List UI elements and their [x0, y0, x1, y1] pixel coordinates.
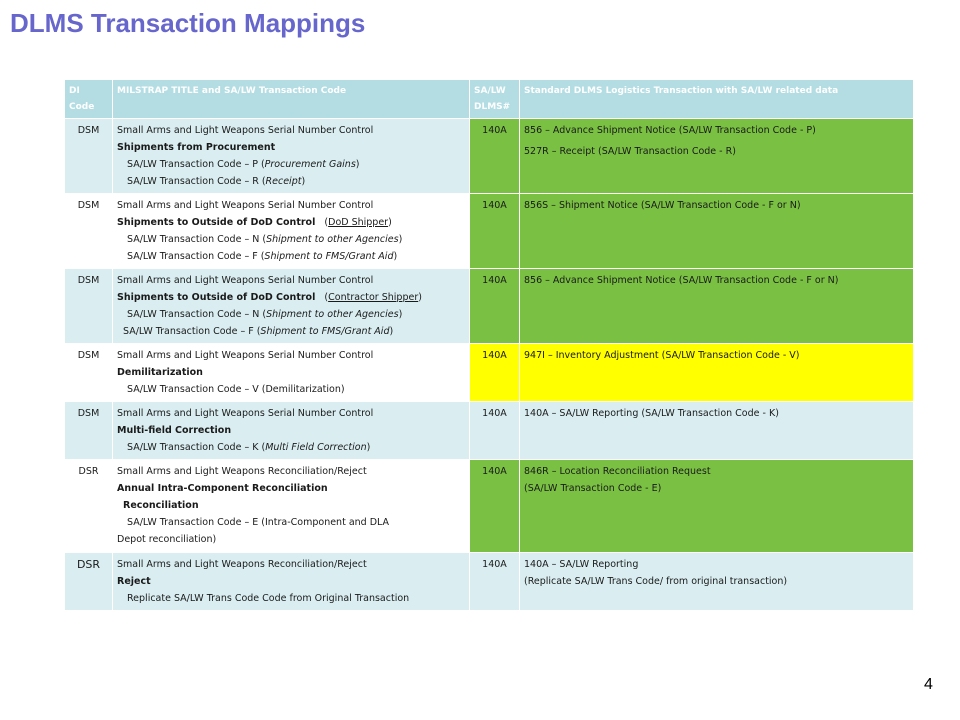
table-row — [65, 194, 914, 269]
di-code-cell: DSR — [65, 553, 113, 611]
table-row — [65, 119, 914, 194]
title-cell: Small Arms and Light Weapons Serial Number Control Demilitarization SA/LW Transaction Code – V (Demilitarization) — [113, 344, 470, 402]
standard-transaction-cell: 856 – Advance Shipment Notice (SA/LW Transaction Code - P) 527R – Receipt (SA/LW Transaction Code - R) — [520, 119, 914, 194]
dlms-number-cell: 140A — [470, 344, 520, 402]
dlms-number-cell: 140A — [470, 553, 520, 611]
header-di-code: DI Code — [65, 80, 113, 119]
di-code-cell: DSM — [65, 269, 113, 344]
di-code-cell: DSM — [65, 344, 113, 402]
header-standard-dlms: Standard DLMS Logistics Transaction with SA/LW related data — [520, 80, 914, 119]
table-row — [65, 402, 914, 460]
title-cell: Small Arms and Light Weapons Serial Number Control Shipments to Outside of DoD Control (DoD Shipper) SA/LW Transaction Code – N (Shipment to other Agencies) SA/LW Transaction Code – F (Shipment to FMS/Grant Aid) — [113, 194, 470, 269]
title-cell: Small Arms and Light Weapons Serial Number Control Shipments from Procurement SA/LW Transaction Code – P (Procurement Gains) SA/LW Transaction Code – R (Receipt) — [113, 119, 470, 194]
header-sa-lw-dlms: SA/LW DLMS# — [470, 80, 520, 119]
title-cell: Small Arms and Light Weapons Reconciliation/Reject Reject Replicate SA/LW Trans Code Code from Original Transaction — [113, 553, 470, 611]
page-number: 4 — [924, 676, 933, 693]
dlms-number-cell: 140A — [470, 460, 520, 553]
standard-transaction-cell: 856S – Shipment Notice (SA/LW Transaction Code - F or N) — [520, 194, 914, 269]
standard-transaction-cell: 846R – Location Reconciliation Request (SA/LW Transaction Code - E) — [520, 460, 914, 553]
table-header-row — [65, 80, 914, 119]
table-row — [65, 460, 914, 553]
table-row — [65, 344, 914, 402]
title-cell: Small Arms and Light Weapons Serial Number Control Shipments to Outside of DoD Control (Contractor Shipper) SA/LW Transaction Code – N (Shipment to other Agencies) SA/LW Transaction Code – F (Shipment to FMS/Grant Aid) — [113, 269, 470, 344]
table-row — [65, 553, 914, 611]
dlms-number-cell: 140A — [470, 119, 520, 194]
standard-transaction-cell: 140A – SA/LW Reporting (SA/LW Transaction Code - K) — [520, 402, 914, 460]
di-code-cell: DSM — [65, 194, 113, 269]
table-row — [65, 269, 914, 344]
standard-transaction-cell: 947I – Inventory Adjustment (SA/LW Transaction Code - V) — [520, 344, 914, 402]
dlms-number-cell: 140A — [470, 194, 520, 269]
di-code-cell: DSM — [65, 402, 113, 460]
header-milstrap-title: MILSTRAP TITLE and SA/LW Transaction Code — [113, 80, 470, 119]
di-code-cell: DSM — [65, 119, 113, 194]
title-cell: Small Arms and Light Weapons Reconciliation/Reject Annual Intra-Component Reconciliation Reconciliation SA/LW Transaction Code – E (Intra-Component and DLA Depot reconciliation) — [113, 460, 470, 553]
di-code-cell: DSR — [65, 460, 113, 553]
dlms-number-cell: 140A — [470, 269, 520, 344]
page-title: DLMS Transaction Mappings — [10, 8, 366, 38]
title-cell: Small Arms and Light Weapons Serial Number Control Multi-field Correction SA/LW Transaction Code – K (Multi Field Correction) — [113, 402, 470, 460]
mapping-table — [64, 79, 914, 611]
dlms-number-cell: 140A — [470, 402, 520, 460]
standard-transaction-cell: 856 – Advance Shipment Notice (SA/LW Transaction Code - F or N) — [520, 269, 914, 344]
standard-transaction-cell: 140A – SA/LW Reporting (Replicate SA/LW Trans Code/ from original transaction) — [520, 553, 914, 611]
